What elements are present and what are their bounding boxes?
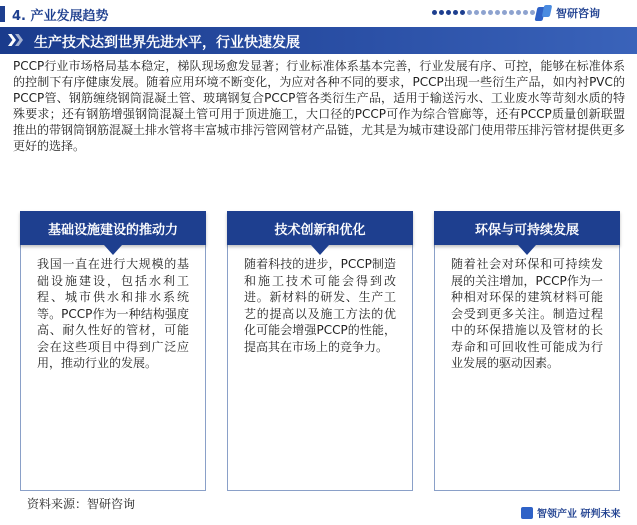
card-body: 随着科技的进步，PCCP制造和施工技术可能会得到改进。新材料的研发、生产工艺的提高以及施工方法的优化可能会增强PCCP的性能，提高其在市场上的竞争力。 (244, 257, 396, 354)
dot-icon (432, 10, 437, 15)
dot-icon (453, 10, 458, 15)
brand-name: 智研咨询 (556, 7, 600, 20)
dot-icon (488, 10, 493, 15)
brand-logo-icon (536, 5, 552, 21)
card-title: 环保与可持续发展 (434, 211, 620, 245)
card-environment (434, 211, 620, 491)
brand (536, 5, 600, 21)
dot-icon (481, 10, 486, 15)
dot-icon (516, 10, 521, 15)
section-title: 4. 产业发展趋势 (12, 9, 109, 24)
dot-icon (446, 10, 451, 15)
dot-icon (495, 10, 500, 15)
dot-icon (439, 10, 444, 15)
dot-icon (467, 10, 472, 15)
dot-icon (502, 10, 507, 15)
card-title: 基础设施建设的推动力 (20, 211, 206, 245)
chevron-right-icon (8, 34, 22, 46)
dot-icon (474, 10, 479, 15)
card-tech-innovation (227, 211, 413, 491)
dot-icon (460, 10, 465, 15)
dot-icon (523, 10, 528, 15)
brand-logo-icon (521, 507, 533, 519)
card-infrastructure (20, 211, 206, 491)
section-accent-bar (0, 6, 5, 22)
footer-brand (521, 505, 620, 520)
footer-slogan: 智领产业 研判未来 (537, 509, 621, 520)
band-title: 生产技术达到世界先进水平，行业快速发展 (34, 35, 300, 51)
top-header (0, 0, 637, 27)
dot-icon (530, 10, 535, 15)
card-body: 我国一直在进行大规模的基础设施建设，包括水利工程、城市供水和排水系统等。PCCP作为一种结构强度高、耐久性好的管材，可能会在这些项目中得到广泛应用，推动行业的发展。 (37, 257, 189, 370)
card-title: 技术创新和优化 (227, 211, 413, 245)
title-band (0, 27, 637, 54)
intro-paragraph: PCCP行业市场格局基本稳定，梯队现场愈发显著；行业标准体系基本完善，行业发展有序、可控，能够在标准体系的控制下有序健康发展。随着应用环境不断变化，为应对各种不同的要求，PCCP出现一些衍生产品，如内衬PVC的PCCP管、钢筋缠绕钢筒混凝土管、玻璃钢复合PCCP管各类衍生产品，适用于输送污水、工业废水等苛刻水质的特殊要求；还有钢筋增强钢筒混凝土管可用于顶进施工，大口径的PCCP可作为综合管廊等，还有PCCP质量创新联盟推出的带钢筒钢筋混凝土排水管将丰富城市排污管网管材产品链，尤其是为城市建设部门使用带压排污管材提供更多更好的选择。 (13, 59, 626, 153)
dot-icon (509, 10, 514, 15)
source-note: 资料来源：智研咨询 (27, 497, 136, 511)
card-body: 随着社会对环保和可持续发展的关注增加，PCCP作为一种相对环保的建筑材料可能会受到更多关注。制造过程中的环保措施以及管材的长寿命和可回收性可能成为行业发展的驱动因素。 (451, 257, 603, 370)
decorative-dots (432, 10, 535, 15)
